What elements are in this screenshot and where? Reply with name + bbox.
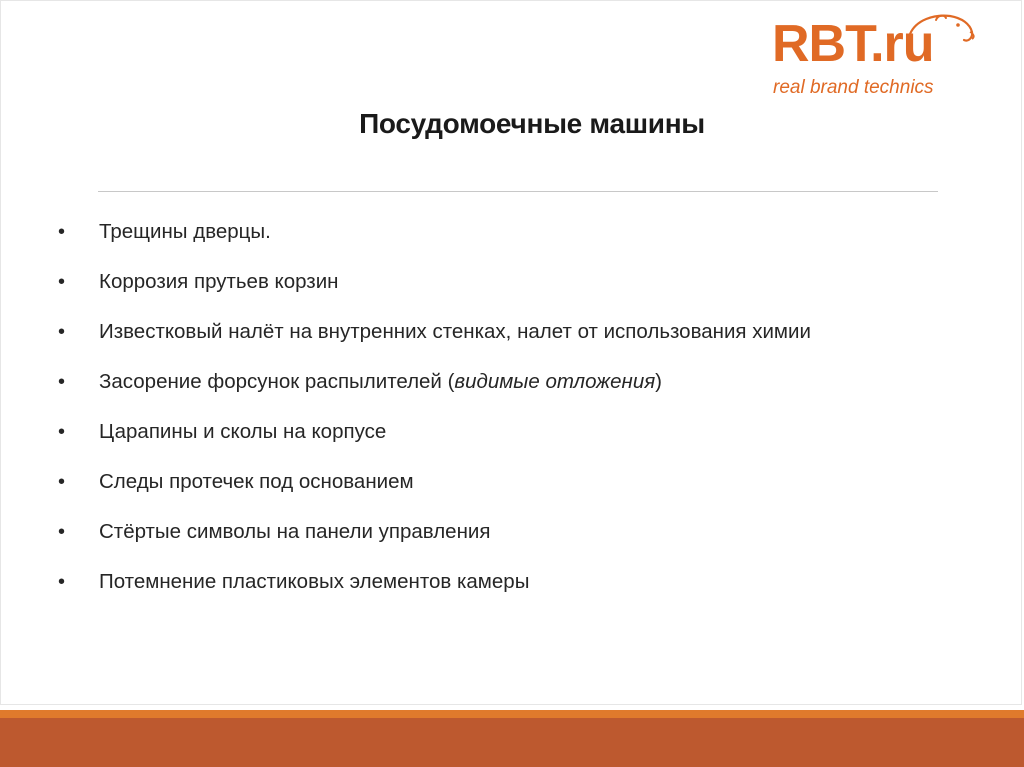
footer-accent-bar <box>0 710 1024 718</box>
bullet-marker: • <box>58 221 66 243</box>
bullet-text: Следы протечек под основанием <box>99 470 414 493</box>
bullet-text <box>99 369 662 395</box>
bullet-text-part: ) <box>655 370 662 393</box>
bullet-marker: • <box>58 271 66 293</box>
bullet-marker: • <box>58 471 66 493</box>
bullet-text: Известковый налёт на внутренних стенках, налет от использования химии <box>99 320 811 343</box>
bullet-text-italic: видимые отложения <box>454 370 656 393</box>
bullet-marker: • <box>58 521 66 543</box>
slide-title: Посудомоечные машины <box>359 108 705 139</box>
bullet-text: Стёртые символы на панели управления <box>99 520 491 543</box>
bullet-marker: • <box>58 371 66 393</box>
bullet-text: Коррозия прутьев корзин <box>99 270 339 293</box>
bullet-text: Царапины и сколы на корпусе <box>99 420 387 443</box>
logo-wordmark: RBT.ru <box>772 15 934 73</box>
title-divider <box>98 191 938 192</box>
bullet-text: Трещины дверцы. <box>99 220 271 243</box>
bullet-text: Потемнение пластиковых элементов камеры <box>99 570 530 593</box>
footer-bar <box>0 718 1024 767</box>
logo-tagline: real brand technics <box>773 77 934 98</box>
brand-logo <box>772 12 1002 102</box>
bullet-marker: • <box>58 571 66 593</box>
bullet-text-part: Засорение форсунок распылителей ( <box>99 370 455 393</box>
bullet-marker: • <box>58 421 66 443</box>
bullet-marker: • <box>58 321 66 343</box>
